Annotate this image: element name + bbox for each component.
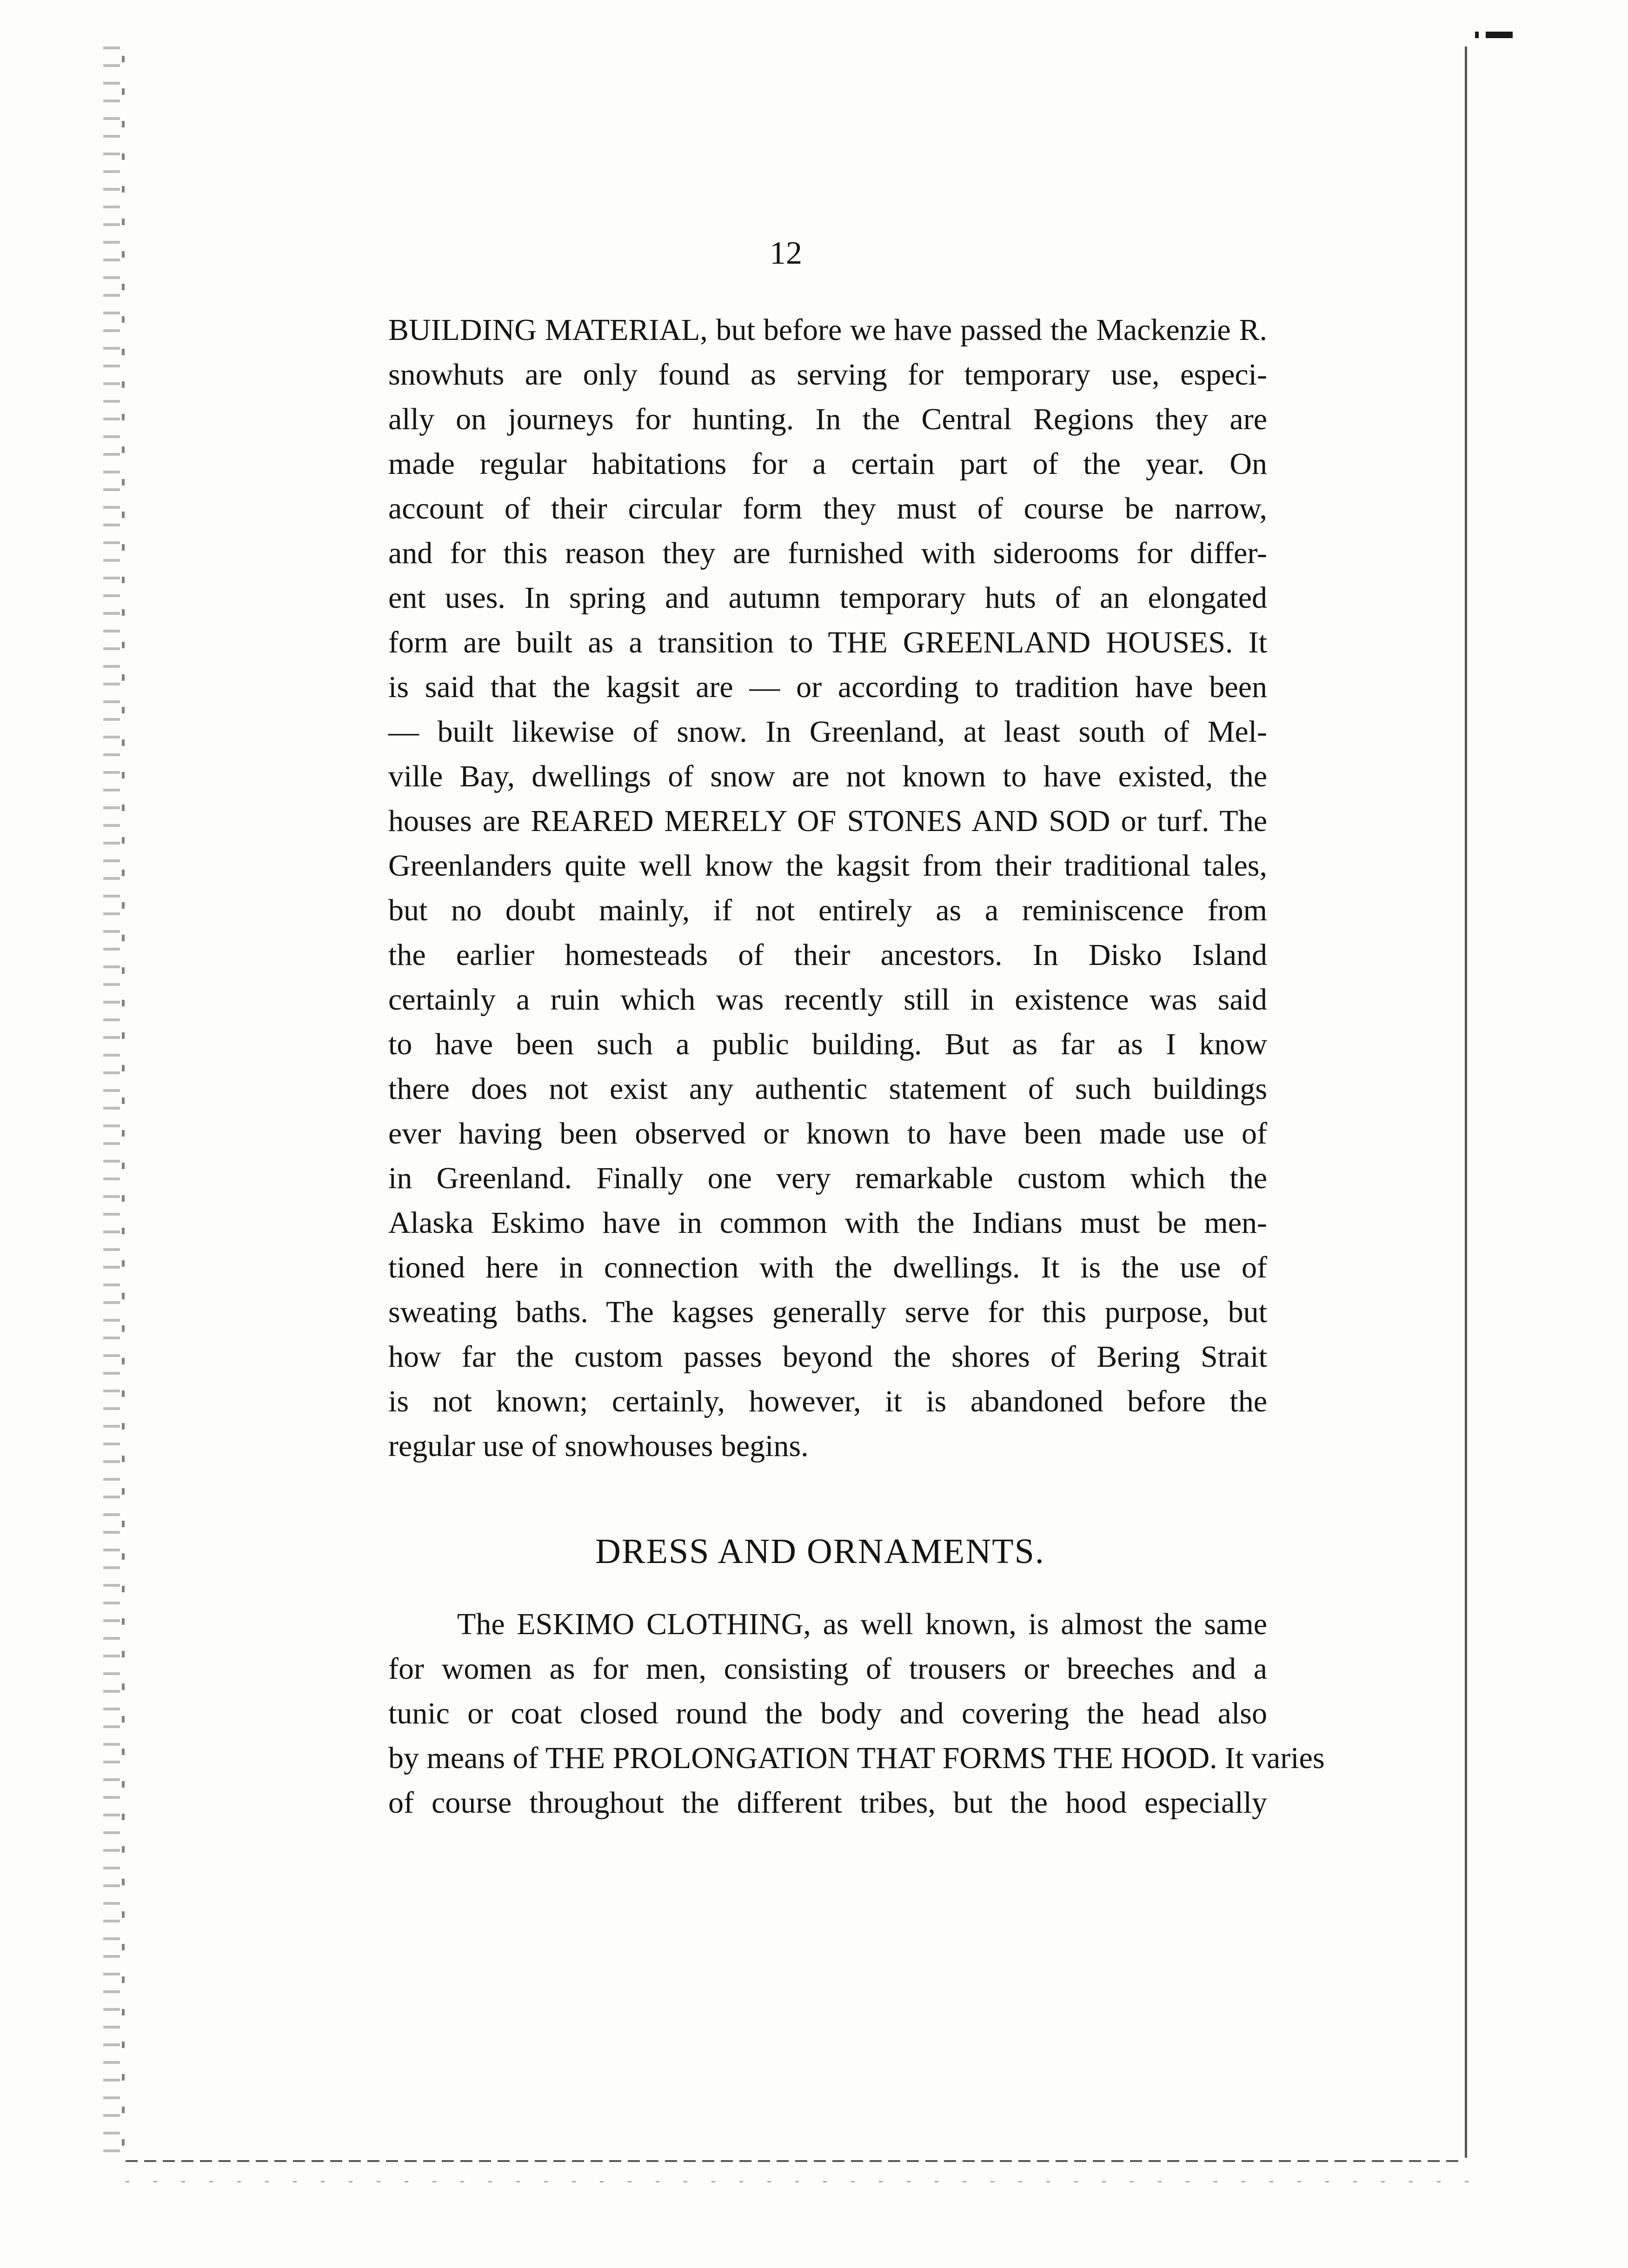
text-line: The ESKIMO CLOTHING, as well known, is almost the same [457,1607,1267,1641]
page-number: 12 [770,235,802,271]
text-line: is not known; certainly, however, it is abandoned before the [388,1384,1267,1418]
text-line: made regular habitations for a certain part of the year. On [388,447,1267,481]
section-heading: DRESS AND ORNAMENTS. [595,1532,1045,1571]
text-line: ville Bay, dwellings of snow are not known to have existed, the [388,759,1267,793]
text-line: regular use of snowhouses begins. [388,1429,809,1463]
scan-edge-right [1465,47,1467,2158]
text-line: form are built as a transition to THE GREENLAND HOUSES. It [388,625,1267,659]
text-line: there does not exist any authentic statement of such buildings [388,1072,1267,1106]
text-line: to have been such a public building. But as far as I know [388,1027,1267,1061]
text-line: in Greenland. Finally one very remarkable custom which the [388,1161,1267,1195]
text-line: and for this reason they are furnished with siderooms for differ- [388,536,1267,570]
scan-edge-left [103,47,120,2167]
text-line: ent uses. In spring and autumn temporary huts of an elongated [388,581,1267,615]
text-line: Alaska Eskimo have in common with the Indians must be men- [388,1206,1267,1240]
text-line: ever having been observed or known to have been made use of [388,1117,1267,1151]
scan-edge-bottom [126,2160,1465,2162]
text-line: for women as for men, consisting of trousers or breeches and a [388,1652,1267,1686]
body-paragraph-2 [388,1602,1325,1825]
text-line: of course throughout the different tribes, but the hood especially [388,1786,1267,1820]
text-line: Greenlanders quite well know the kagsit from their traditional tales, [388,849,1267,883]
text-line: tioned here in connection with the dwellings. It is the use of [388,1250,1267,1284]
text-line: by means of THE PROLONGATION THAT FORMS THE HOOD. It varies [388,1741,1325,1775]
text-line: snowhuts are only found as serving for temporary use, especi- [388,358,1267,392]
scan-edge-bottom-dots [126,2181,1474,2182]
text-line: ally on journeys for hunting. In the Central Regions they are [388,402,1267,436]
text-line: houses are REARED MERELY OF STONES AND SOD or turf. The [388,804,1267,838]
text-line: is said that the kagsit are — or according to tradition have been [388,670,1267,704]
text-line: certainly a ruin which was recently still in existence was said [388,983,1267,1017]
text-line: BUILDING MATERIAL, but before we have passed the Mackenzie R. [388,313,1267,347]
text-line: account of their circular form they must of course be narrow, [388,492,1267,525]
text-line: tunic or coat closed round the body and covering the head also [388,1696,1267,1730]
scan-mark-dot [1475,32,1479,38]
text-line: but no doubt mainly, if not entirely as a reminiscence from [388,893,1267,927]
scan-mark-tab [1486,32,1513,38]
text-line: — built likewise of snow. In Greenland, at least south of Mel- [388,715,1267,749]
body-paragraph-1 [388,308,1267,1469]
text-line: how far the custom passes beyond the shores of Bering Strait [388,1340,1267,1374]
text-line: sweating baths. The kagses generally serve for this purpose, but [388,1295,1267,1329]
scan-edge-left-line [122,56,125,2158]
text-line: the earlier homesteads of their ancestors. In Disko Island [388,938,1267,972]
